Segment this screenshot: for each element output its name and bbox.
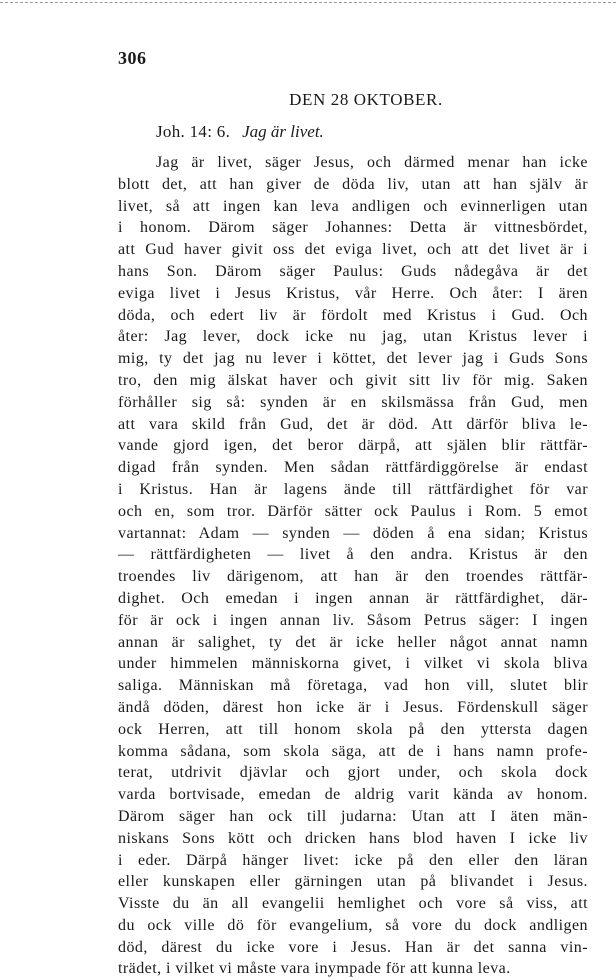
text-line: vande gjord igen, det beror därpå, att själen blir rättfär- [118, 437, 588, 455]
text-line: att Gud haver givit oss det eviga livet, och att det livet är i [118, 241, 588, 259]
text-line: i eder. Därpå hänger livet: icke på den eller den läran [118, 851, 588, 869]
text-line: blott det, att han giver de döda liv, utan att han själv är [118, 175, 588, 193]
page-heading: DEN 28 OKTOBER. [289, 90, 443, 109]
text-line: niskans Sons kött och dricken hans blod haven I icke liv [118, 829, 588, 847]
text-line: troendes liv därigenom, att han är den troendes rättfär- [118, 568, 588, 586]
text-line: eviga livet i Jesus Kristus, vår Herre. Och åter: I ären [118, 284, 588, 302]
text-line: dighet. Och emedan i ingen annan är rättfärdighet, där- [118, 589, 588, 607]
body-text [118, 152, 588, 980]
verse-quote: Jag är livet. [242, 122, 324, 141]
verse-reference: Joh. 14: 6. [156, 122, 231, 141]
text-line: och en, som tror. Därför sätter ock Paulus i Rom. 5 emot [118, 502, 588, 520]
text-line: under himmelen människorna givet, i vilket vi skola bliva [118, 655, 588, 673]
text-line: ändå döden, därest hon icke är i Jesus. Fördenskull säger [118, 698, 588, 716]
text-line: trädet, i vilket vi måste vara inympade för att kunna leva. [118, 960, 511, 978]
text-line: terat, utdrivit djävlar och gjort under, och skola dock [118, 764, 588, 782]
text-line: att vara skild från Gud, det är död. Att därför bliva le- [118, 415, 588, 433]
text-line: eller kunskapen eller gärningen utan på blivandet i Jesus. [118, 873, 588, 891]
text-line: för är ock i ingen annan liv. Såsom Petrus säger: I ingen [118, 611, 588, 629]
text-line: döda, och edert liv är fördolt med Kristus i Gud. Och [118, 306, 588, 324]
text-line: Jag är livet, säger Jesus, och därmed menar han icke [156, 154, 588, 171]
text-line: annan är salighet, ty det är icke heller något annat namn [118, 633, 588, 651]
text-line: vartannat: Adam — synden — döden å ena sidan; Kristus [118, 524, 588, 542]
text-line: förhåller sig så: synden är en skilsmässa från Gud, men [118, 393, 588, 411]
text-line: du ock ville dö för evangelium, så vore du dock andligen [118, 916, 588, 934]
text-line: tro, den mig älskat haver och givit sitt liv för mig. Saken [118, 371, 588, 389]
text-line: Därom säger han ock till judarna: Utan att I äten män- [118, 807, 588, 825]
text-line: — rättfärdigheten — livet å den andra. Kristus är den [118, 546, 588, 564]
text-line: Visste du än all evangelii hemlighet och vore så viss, att [118, 895, 588, 913]
text-line: mig, ty det jag nu lever i köttet, det lever jag i Guds Sons [118, 350, 588, 368]
text-line: saliga. Människan må företaga, vad hon vill, slutet blir [118, 677, 588, 695]
text-line: i Kristus. Han är lagens ände till rättfärdighet för var [118, 480, 588, 498]
top-edge-rule [0, 2, 616, 3]
text-line: varda bortvisade, emedan de aldrig varit kända av honom. [118, 786, 588, 804]
verse-line [156, 122, 324, 142]
text-line: digad från synden. Men sådan rättfärdiggörelse är endast [118, 459, 588, 477]
text-line: död, därest du icke vore i Jesus. Han är det sanna vin- [118, 938, 588, 956]
text-line: hans Son. Därom säger Paulus: Guds nådegåva är det [118, 262, 588, 280]
text-line: livet, så att ingen kan leva andligen och evinnerligen utan [118, 197, 588, 215]
text-line: ock Herren, att till honom skola på den yttersta dagen [118, 720, 588, 738]
page-number: 306 [118, 48, 147, 68]
text-line: åter: Jag lever, dock icke nu jag, utan Kristus lever i [118, 328, 588, 346]
text-line: i honom. Därom säger Johannes: Detta är vittnesbördet, [118, 219, 588, 237]
text-line: komma sådana, som skola säga, att de i hans namn profe- [118, 742, 588, 760]
